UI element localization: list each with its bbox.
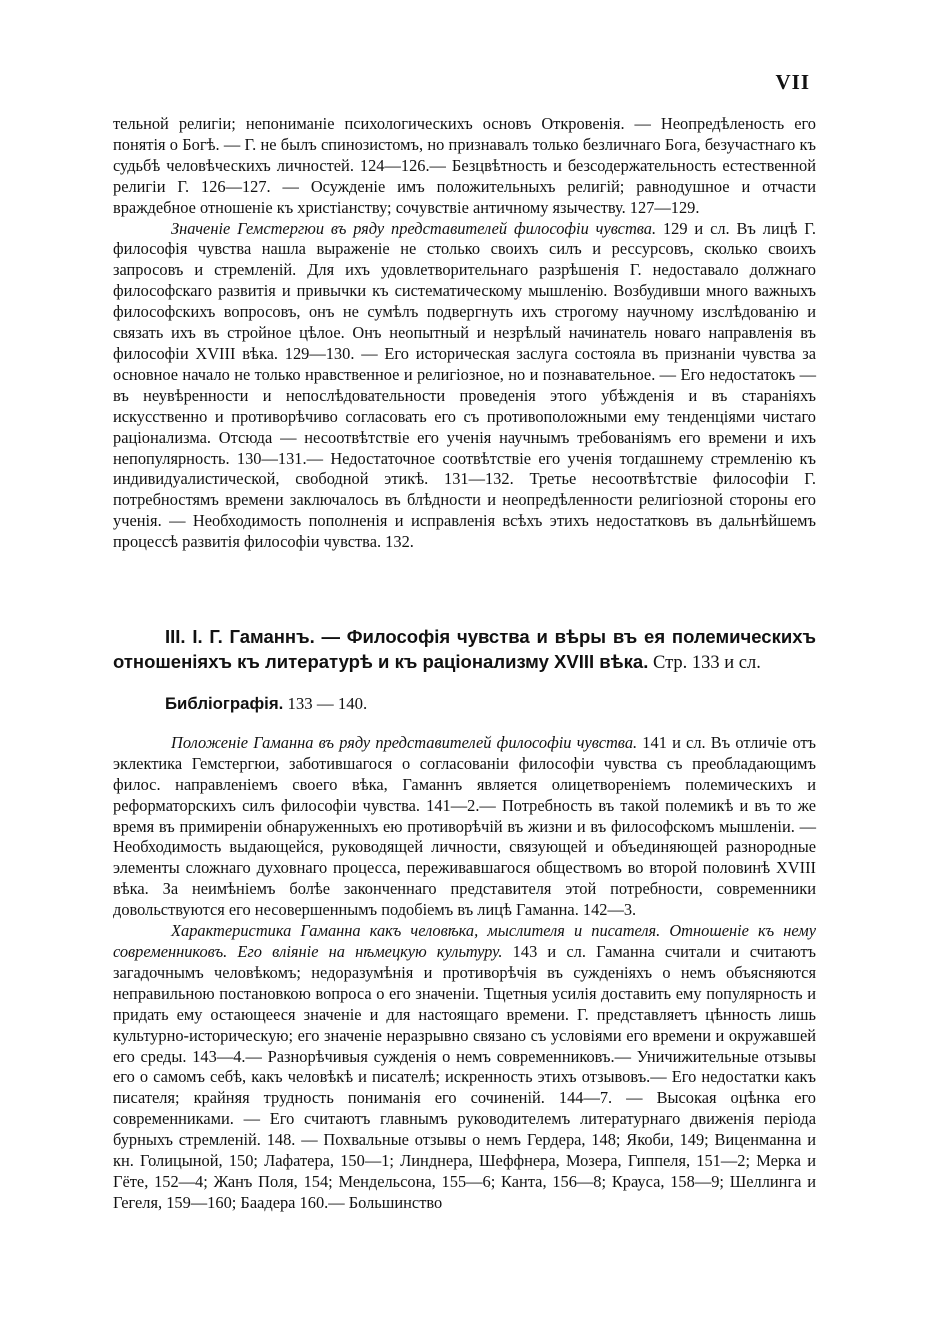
paragraph-title-italic: Значеніе Гемстергюи въ ряду представителей философіи чувства. — [171, 218, 657, 238]
paragraph-hemsterhuis — [113, 219, 816, 554]
paragraph-continuation: тельной религіи; непониманіе психологическихъ основъ Откровенія. — Неопредѣленость его понятія о Богѣ. — Г. не былъ спинозистомъ, но признавалъ только безличнаго Бога, безучастнаго къ судьбѣ человѣческихъ личностей. 124—126.— Безцвѣтность и безсодержательность естественной религіи Г. 126—127. — Осужденіе имъ положительныхъ религій; равнодушное и отчасти враждебное отношеніе къ христіанству; сочувствіе античному язычеству. 127—129. — [113, 114, 816, 217]
paragraph-title-italic: Положеніе Гаманна въ ряду представителей философіи чувства. — [171, 732, 638, 752]
bibliography-pages: 133 — 140. — [283, 694, 368, 713]
bibliography-line — [165, 694, 816, 715]
section-heading — [113, 624, 816, 676]
paragraph-title-italic: Характеристика Гаманна какъ человѣка, мыслителя и писателя. Отношеніе къ нему современниковъ. Его вліяніе на нѣмецкую культуру. — [113, 921, 816, 961]
text-block-section — [113, 616, 816, 1214]
paragraph-body: 141 и сл. Въ отличіе отъ эклектика Гемстергюи, заботившагося о согласованіи философіи чувства съ преобладающимъ филос. направленіемъ своего вѣка, Гаманнъ является олицетвореніемъ полемическихъ и реформаторскихъ силъ философіи чувства. 141—2.— Потребность въ такой полемикѣ и въ то же время въ примиреніи обнаруженныхъ ею противорѣчій въ жизни и въ философскомъ мышленіи. — Необходимость выдающейся, руководящей личности, связующей и объединяющей разнородные элементы сложнаго духовнаго процесса, переживавшагося обществомъ во второй половинѣ XVIII вѣка. За неимѣніемъ болѣе законченнаго представителя этой потребности, современники довольствуются его несовершеннымъ подобіемъ въ лицѣ Гаманна. 142—3. — [113, 732, 816, 920]
paragraph-hamann-position — [113, 733, 816, 921]
page-number: VII — [775, 70, 810, 94]
section-heading-title: III. I. Г. Гаманнъ. — Философія чувства и вѣры въ ея полемическихъ отношеніяхъ къ литературѣ и къ раціонализму XVIII вѣка. — [113, 626, 816, 672]
text-block-top — [113, 114, 816, 553]
bibliography-label: Библіографія. — [165, 694, 284, 713]
paragraph-hamann-character — [113, 921, 816, 1214]
section-heading-pages: Стр. 133 и сл. — [648, 653, 761, 673]
paragraph-body: 143 и сл. Гаманна считали и считаютъ загадочнымъ человѣкомъ; недоразумѣнія и противорѣчія въ сужденіяхъ о немъ объясняются неправильною постановкою вопроса о его значеніи. Тщетныя усилія доставить ему популярность и придать ему остающееся значеніе и для настоящаго времени. Г. представляетъ цѣнность лишь культурно-историческую; его значеніе неразрывно связано съ условіями его времени и окружавшей его среды. 143—4.— Разнорѣчивыя сужденія о немъ современниковъ.— Уничижительные отзывы его о самомъ себѣ, какъ человѣкѣ и писателѣ; искренность этихъ отзывовъ.— Его недостатки какъ писателя; крайняя трудность пониманія его сочиненій. 144—7. — Высокая оцѣнка его современниками. — Его считаютъ главнымъ руководителемъ литературнаго движенія періода бурныхъ стремленій. 148. — Похвальные отзывы о немъ Гердера, 148; Якоби, 149; Виценманна и кн. Голицыной, 150; Лафатера, 150—1; Линднера, Шеффнера, Мозера, Гиппеля, 151—2; Мерка и Гёте, 152—4; Жанъ Поля, 154; Мендельсона, 155—6; Канта, 156—8; Крауса, 158—9; Шеллинга и Гегеля, 159—160; Баадера 160.— Большинство — [113, 941, 816, 1212]
paragraph-body: 129 и сл. Въ лицѣ Г. философія чувства нашла выраженіе не столько своихъ силъ и рессурсовъ, сколько своихъ запросовъ и стремленій. Для ихъ удовлетворительнаго разрѣшенія Г. недоставало должнаго философскаго развитія и привычки къ систематическому мышленію. Возбудивши много важныхъ философскихъ вопросовъ, онъ не сумѣлъ подвергнуть ихъ строгому научному изслѣдованію и связать ихъ въ стройное цѣлое. Онъ неопытный и незрѣлый начинатель новаго направленія въ философіи XVIII вѣка. 129—130. — Его историческая заслуга состояла въ признаніи чувства за основное начало не только нравственное и религіозное, но и познавательное. — Его недостатокъ — въ неувѣренности и непослѣдовательности проведенія этого убѣжденія и въ стараніяхъ искусственно и противорѣчиво согласовать его съ противоположными ему тенденціями чистаго раціонализма. Отсюда — несоотвѣтствіе его ученія научнымъ требованіямъ его времени и ихъ непопулярность. 130—131.— Недостаточное соотвѣтствіе его ученія тогдашнему стремленію къ индивидуалистической, свободной этикѣ. 131—132. Третье несоотвѣтствіе философіи Г. потребностямъ времени заключалось въ блѣдности и неопредѣленности религіозной стороны его ученія. — Необходимость пополненія и исправленія всѣхъ этихъ недостатковъ въ дальнѣйшемъ процессѣ развитія философіи чувства. 132. — [113, 218, 816, 552]
